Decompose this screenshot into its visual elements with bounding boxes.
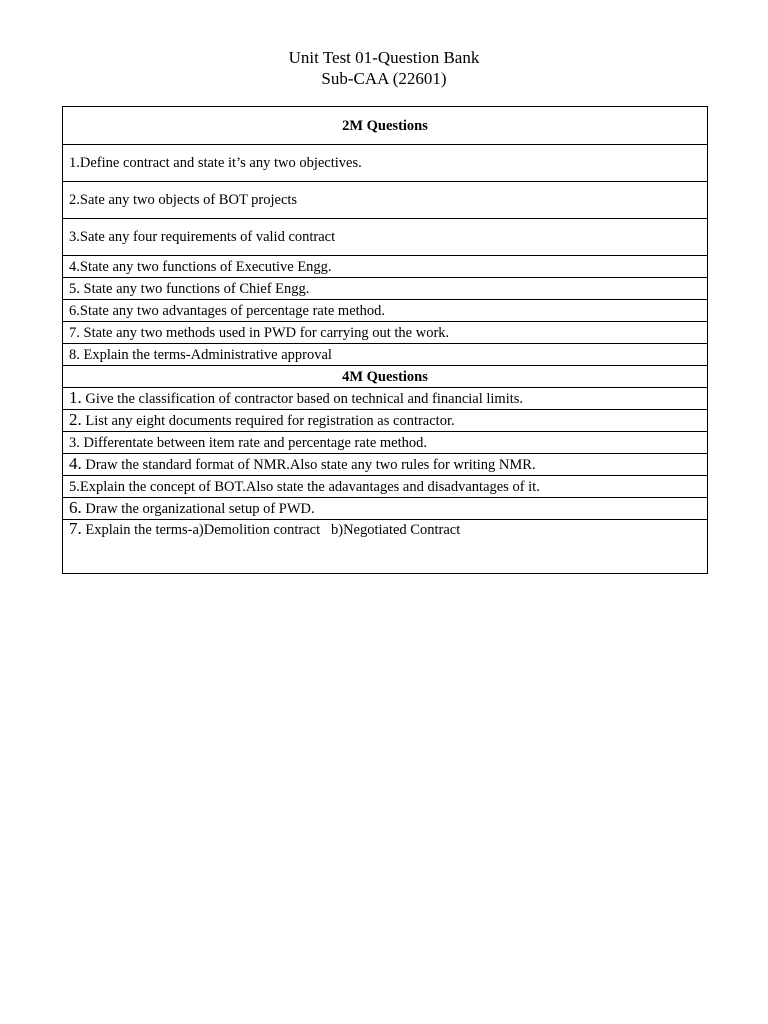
question-text: Give the classification of contractor based on technical and financial limits. <box>81 391 524 407</box>
question-number: 7. <box>69 519 82 538</box>
question-2m-7: 7. State any two methods used in PWD for carrying out the work. <box>63 322 708 344</box>
question-number: 6. <box>69 498 82 517</box>
question-4m-2 <box>63 410 708 432</box>
question-4m-4 <box>63 454 708 476</box>
question-text: List any eight documents required for registration as contractor. <box>81 413 455 429</box>
question-bank-table <box>62 106 708 574</box>
document-title: Unit Test 01-Question Bank <box>288 48 480 67</box>
question-2m-5: 5. State any two functions of Chief Engg. <box>63 278 708 300</box>
question-text: Draw the organizational setup of PWD. <box>81 501 315 517</box>
section-2m-heading: 2M Questions <box>63 107 708 145</box>
question-2m-1: 1.Define contract and state it’s any two objectives. <box>63 145 708 182</box>
question-text: 3. Differentate between item rate and percentage rate method. <box>69 435 428 451</box>
question-2m-4: 4.State any two functions of Executive Engg. <box>63 256 708 278</box>
document-subject: Sub-CAA (22601) <box>321 69 447 88</box>
question-number: 1. <box>69 388 82 407</box>
question-4m-5 <box>63 476 708 498</box>
question-2m-8: 8. Explain the terms-Administrative approval <box>63 344 708 366</box>
question-4m-3 <box>63 432 708 454</box>
section-4m-heading: 4M Questions <box>63 366 708 388</box>
question-4m-7 <box>63 520 708 574</box>
question-2m-3: 3.Sate any four requirements of valid contract <box>63 219 708 256</box>
question-number: 4. <box>69 454 82 473</box>
question-4m-1 <box>63 388 708 410</box>
question-2m-2: 2.Sate any two objects of BOT projects <box>63 182 708 219</box>
question-number: 2. <box>69 410 82 429</box>
question-text: Explain the terms-a)Demolition contract b)Negotiated Contract <box>81 522 461 538</box>
question-4m-6 <box>63 498 708 520</box>
document-header <box>0 47 768 89</box>
question-2m-6: 6.State any two advantages of percentage rate method. <box>63 300 708 322</box>
question-text: Draw the standard format of NMR.Also state any two rules for writing NMR. <box>81 457 536 473</box>
question-text: 5.Explain the concept of BOT.Also state the adavantages and disadvantages of it. <box>69 479 540 495</box>
